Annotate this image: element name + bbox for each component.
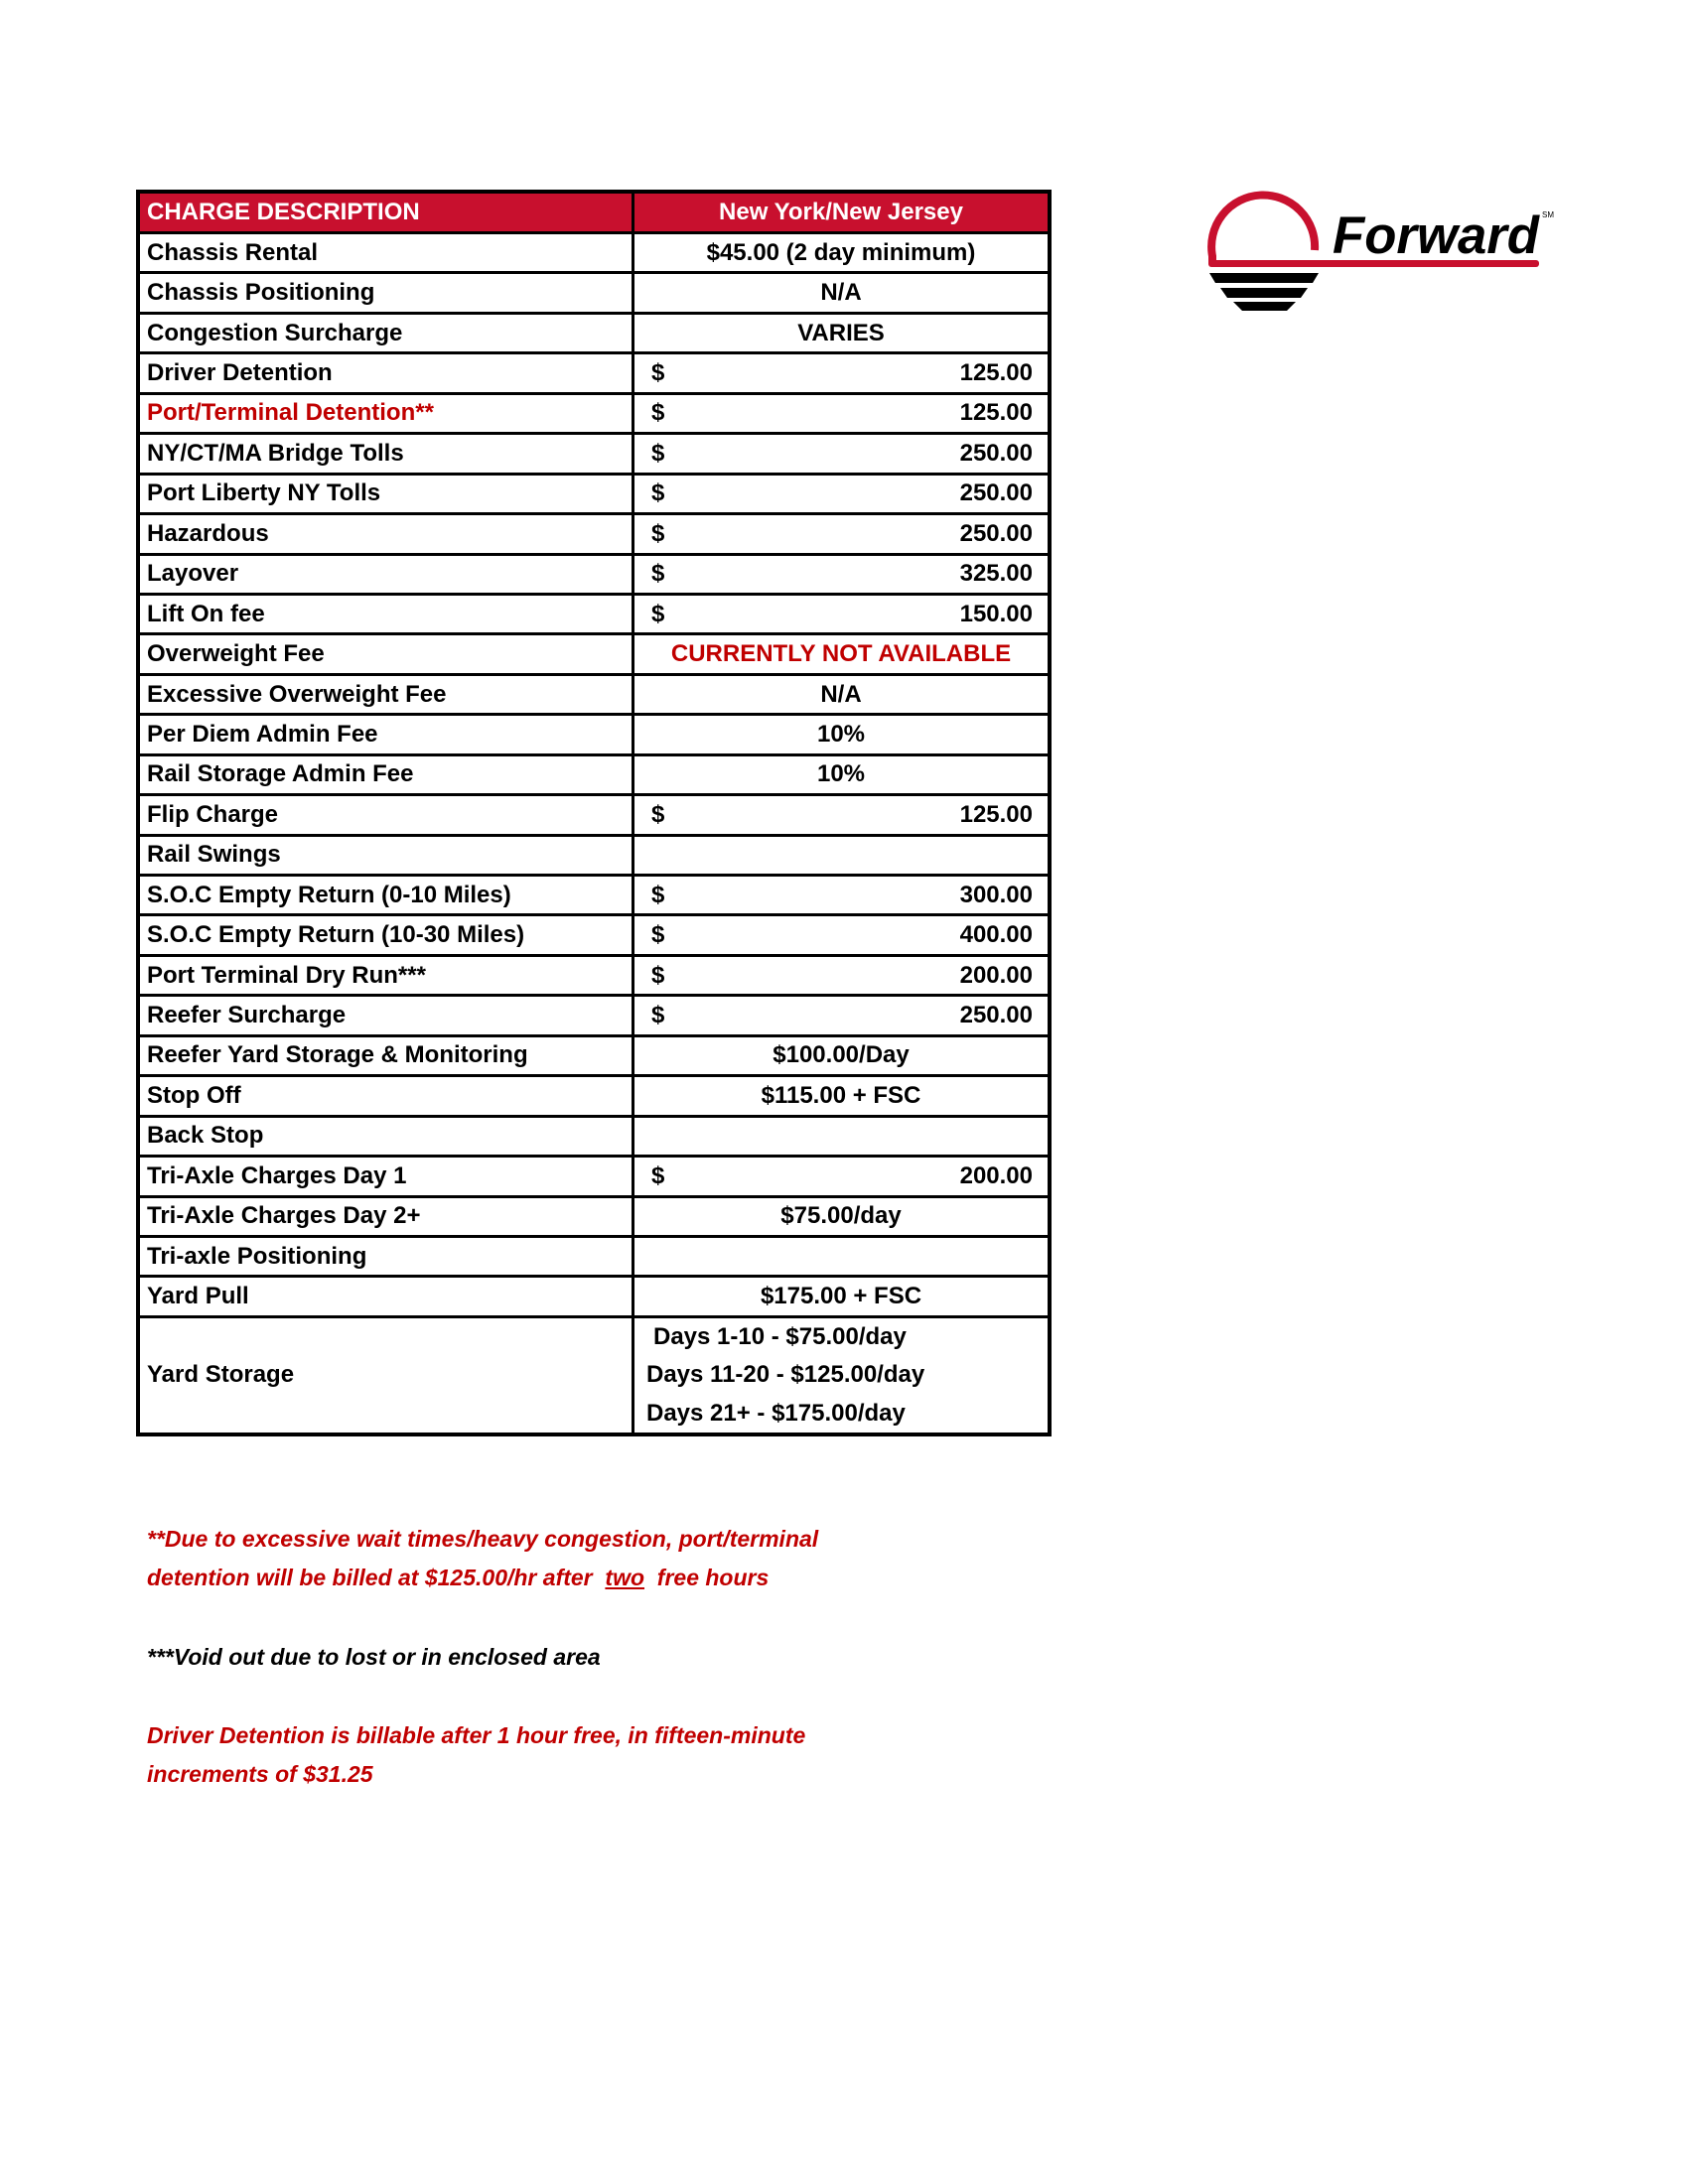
charge-description-cell: Tri-Axle Charges Day 1 bbox=[140, 1158, 634, 1194]
empty-value-cell bbox=[634, 1118, 1048, 1155]
charge-value-cell: 10% bbox=[816, 760, 866, 788]
table-row bbox=[140, 596, 1048, 635]
amount-value: 400.00 bbox=[959, 921, 1033, 949]
currency-symbol: $ bbox=[651, 921, 665, 949]
logo-stripe-3 bbox=[1233, 302, 1296, 311]
table-row bbox=[140, 1278, 1048, 1317]
currency-symbol: $ bbox=[651, 881, 665, 908]
amount-value: 300.00 bbox=[959, 881, 1033, 908]
logo-service-mark: SM bbox=[1542, 210, 1554, 219]
charge-value-cell: $115.00 + FSC bbox=[761, 1081, 921, 1109]
charge-description-cell: S.O.C Empty Return (0-10 Miles) bbox=[140, 877, 634, 913]
note-port-detention-line1: **Due to excessive wait times/heavy congestion, port/terminal bbox=[147, 1526, 819, 1552]
charge-amount-cell bbox=[634, 957, 1048, 994]
table-row bbox=[140, 997, 1048, 1036]
note-port-detention-emphasis: two bbox=[605, 1565, 645, 1590]
charge-amount-cell bbox=[634, 596, 1048, 632]
amount-value: 325.00 bbox=[959, 560, 1033, 588]
amount-value: 125.00 bbox=[959, 359, 1033, 387]
note-driver-detention-line1: Driver Detention is billable after 1 hour free, in fifteen-minute bbox=[147, 1722, 806, 1748]
charge-value-cell: $175.00 + FSC bbox=[760, 1283, 922, 1310]
table-row bbox=[140, 315, 1048, 354]
charge-description-cell: Overweight Fee bbox=[140, 635, 634, 672]
charge-description-cell: Hazardous bbox=[140, 515, 634, 552]
table-row bbox=[140, 916, 1048, 956]
charge-amount-cell bbox=[634, 796, 1048, 833]
currency-symbol: $ bbox=[651, 560, 665, 588]
table-row bbox=[140, 234, 1048, 274]
table-row bbox=[140, 837, 1048, 877]
charge-amount-cell bbox=[634, 1158, 1048, 1194]
table-row bbox=[140, 1037, 1048, 1077]
note-dry-run: ***Void out due to lost or in enclosed area bbox=[147, 1644, 601, 1670]
amount-value: 250.00 bbox=[959, 439, 1033, 467]
currency-symbol: $ bbox=[651, 519, 665, 547]
charge-amount-cell bbox=[634, 476, 1048, 512]
table-row bbox=[140, 435, 1048, 475]
amount-value: 250.00 bbox=[959, 479, 1033, 507]
charge-description-cell: Per Diem Admin Fee bbox=[140, 716, 634, 752]
charge-description-cell: Yard Pull bbox=[140, 1278, 634, 1314]
table-row bbox=[140, 635, 1048, 675]
charge-description-cell: Tri-axle Positioning bbox=[140, 1238, 634, 1275]
currency-symbol: $ bbox=[651, 439, 665, 467]
charge-value-cell: N/A bbox=[820, 279, 862, 307]
charge-value-cell: $75.00/day bbox=[780, 1202, 902, 1230]
amount-value: 200.00 bbox=[959, 961, 1033, 989]
table-row bbox=[140, 476, 1048, 515]
note-port-detention-text-end: free hours bbox=[644, 1565, 770, 1590]
charge-description-cell: Congestion Surcharge bbox=[140, 315, 634, 351]
currency-symbol: $ bbox=[651, 600, 665, 627]
logo-stripe-2 bbox=[1220, 288, 1308, 298]
charge-description-cell: Lift On fee bbox=[140, 596, 634, 632]
charge-description-cell: NY/CT/MA Bridge Tolls bbox=[140, 435, 634, 472]
charge-description-cell: Chassis Positioning bbox=[140, 274, 634, 311]
charge-description-cell: Reefer Surcharge bbox=[140, 997, 634, 1033]
table-row bbox=[140, 1318, 1048, 1433]
currency-symbol: $ bbox=[651, 479, 665, 507]
charge-amount-cell bbox=[634, 354, 1048, 391]
logo-sun-arc-icon bbox=[1211, 195, 1315, 264]
note-driver-detention-line2: increments of $31.25 bbox=[147, 1761, 373, 1787]
charge-description-cell: Port/Terminal Detention** bbox=[140, 395, 634, 432]
charge-description-cell: Tri-Axle Charges Day 2+ bbox=[140, 1198, 634, 1235]
charge-value-cell: $45.00 (2 day minimum) bbox=[706, 238, 976, 266]
charge-amount-cell bbox=[634, 997, 1048, 1033]
charge-description-cell: Back Stop bbox=[140, 1118, 634, 1155]
table-row bbox=[140, 877, 1048, 916]
table-row bbox=[140, 716, 1048, 755]
charge-value-cell: N/A bbox=[820, 680, 862, 708]
table-header-row bbox=[140, 194, 1048, 234]
column-header-charge-description: CHARGE DESCRIPTION bbox=[140, 194, 634, 231]
logo-wordmark: Forward bbox=[1333, 206, 1541, 265]
charge-description-cell: Rail Swings bbox=[140, 837, 634, 874]
note-port-detention-line2 bbox=[147, 1558, 769, 1597]
currency-symbol: $ bbox=[651, 359, 665, 387]
table-row bbox=[140, 756, 1048, 796]
charges-table bbox=[136, 190, 1052, 1436]
table-row bbox=[140, 515, 1048, 555]
charge-description-cell: Chassis Rental bbox=[140, 234, 634, 271]
currency-symbol: $ bbox=[651, 399, 665, 427]
charge-description-cell: Yard Storage bbox=[140, 1318, 634, 1433]
currency-symbol: $ bbox=[651, 961, 665, 989]
charge-description-cell: Port Terminal Dry Run*** bbox=[140, 957, 634, 994]
currency-symbol: $ bbox=[651, 1002, 665, 1029]
charge-amount-cell bbox=[634, 515, 1048, 552]
table-row bbox=[140, 395, 1048, 435]
table-row bbox=[140, 1238, 1048, 1278]
table-body bbox=[140, 234, 1048, 1433]
table-row bbox=[140, 1118, 1048, 1158]
currency-symbol: $ bbox=[651, 800, 665, 828]
currency-symbol: $ bbox=[651, 1161, 665, 1189]
table-row bbox=[140, 354, 1048, 394]
logo-stripe-1 bbox=[1209, 273, 1319, 283]
note-port-detention-text: detention will be billed at $125.00/hr after bbox=[147, 1565, 606, 1590]
charge-value-cell: 10% bbox=[816, 720, 866, 748]
charge-amount-cell bbox=[634, 556, 1048, 593]
charge-amount-cell bbox=[634, 395, 1048, 432]
charge-description-cell: Flip Charge bbox=[140, 796, 634, 833]
table-row bbox=[140, 1077, 1048, 1117]
charge-amount-cell bbox=[634, 877, 1048, 913]
table-row bbox=[140, 1158, 1048, 1197]
empty-value-cell bbox=[634, 837, 1048, 874]
tier-rate-line: Days 11-20 - $125.00/day bbox=[646, 1361, 925, 1389]
charge-value-cell: VARIES bbox=[797, 319, 885, 346]
table-row bbox=[140, 957, 1048, 997]
charge-value-cell: CURRENTLY NOT AVAILABLE bbox=[670, 640, 1012, 668]
charge-description-cell: Stop Off bbox=[140, 1077, 634, 1114]
charge-value-cell bbox=[634, 1318, 1048, 1433]
table-row bbox=[140, 676, 1048, 716]
tier-rate-line: Days 1-10 - $75.00/day bbox=[653, 1322, 907, 1350]
table-row bbox=[140, 274, 1048, 314]
charge-amount-cell bbox=[634, 916, 1048, 953]
charge-description-cell: S.O.C Empty Return (10-30 Miles) bbox=[140, 916, 634, 953]
tier-rate-line: Days 21+ - $175.00/day bbox=[646, 1399, 906, 1427]
amount-value: 200.00 bbox=[959, 1161, 1033, 1189]
charge-description-cell: Reefer Yard Storage & Monitoring bbox=[140, 1037, 634, 1074]
table-row bbox=[140, 556, 1048, 596]
table-row bbox=[140, 1198, 1048, 1238]
charge-description-cell: Driver Detention bbox=[140, 354, 634, 391]
charge-value-cell: $100.00/Day bbox=[773, 1041, 910, 1069]
amount-value: 125.00 bbox=[959, 800, 1033, 828]
charge-description-cell: Port Liberty NY Tolls bbox=[140, 476, 634, 512]
column-header-region: New York/New Jersey bbox=[719, 199, 963, 225]
amount-value: 250.00 bbox=[959, 1002, 1033, 1029]
amount-value: 150.00 bbox=[959, 600, 1033, 627]
charge-description-cell: Layover bbox=[140, 556, 634, 593]
forward-logo bbox=[1192, 189, 1569, 328]
table-row bbox=[140, 796, 1048, 836]
charge-description-cell: Excessive Overweight Fee bbox=[140, 676, 634, 713]
charge-description-cell: Rail Storage Admin Fee bbox=[140, 756, 634, 793]
charge-amount-cell bbox=[634, 435, 1048, 472]
amount-value: 250.00 bbox=[959, 519, 1033, 547]
empty-value-cell bbox=[634, 1238, 1048, 1275]
amount-value: 125.00 bbox=[959, 399, 1033, 427]
